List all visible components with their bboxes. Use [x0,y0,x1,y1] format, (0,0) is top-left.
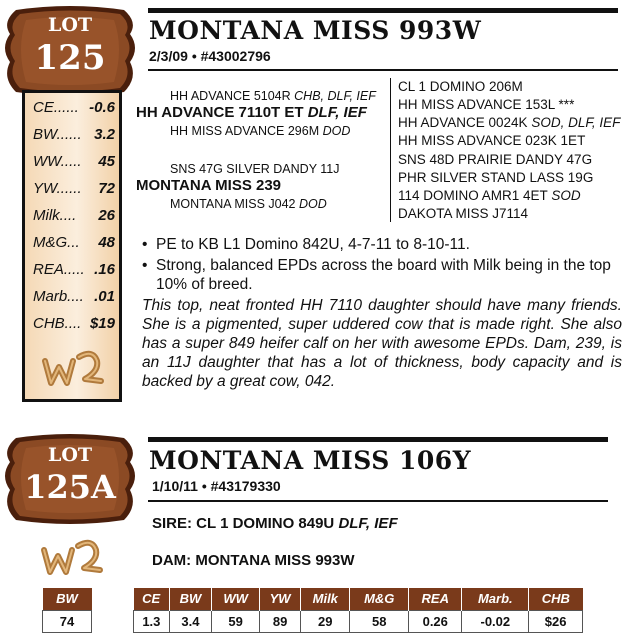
bw-value: 74 [43,610,92,632]
epd-header-chb: CHB [529,588,583,610]
epd-header-bw: BW [169,588,211,610]
bw-table [42,588,92,633]
epd-panel-125: CE...... -0.6 BW...... 3.2 WW..... 45 YW...... 72 Milk.... 26 M&G... 48 REA..... .16 Marb.... .01 CHB.... $19 [22,90,122,402]
ped-dam-sire: SNS 47G SILVER DANDY 11J [170,162,340,176]
ped-dam: MONTANA MISS 239 [136,177,282,194]
epd-header-ce: CE [134,588,170,610]
ped-r-3: HH MISS ADVANCE 023K 1ET [398,133,586,148]
ped-r-4: SNS 48D PRAIRIE DANDY 47G [398,152,593,167]
epd-header-ww: WW [212,588,260,610]
epd-value-milk: 29 [301,610,350,632]
ped-dam-dam: MONTANA MISS J042 DOD [170,197,327,211]
epd-header-yw: YW [260,588,301,610]
epd-value-ce: 1.3 [134,610,170,632]
birth-reg-125a: 1/10/11 • #43179330 [152,478,281,494]
dam-line-125a: DAM: MONTANA MISS 993W [152,552,355,569]
ped-r-5: PHR SILVER STAND LASS 19G [398,170,594,185]
birth-reg-125: 2/3/09 • #43002796 [149,48,271,64]
ped-r-6: 114 DOMINO AMR1 4ET SOD [398,188,581,203]
w2-brand-icon [38,536,108,582]
ped-r-7: DAKOTA MISS J7114 [398,206,529,221]
ped-sire: HH ADVANCE 7110T ET DLF, IEF [136,104,367,121]
epd-header-rea: REA [409,588,462,610]
epd-value-mg: 58 [350,610,409,632]
w2-brand-icon [39,347,109,393]
description-125: This top, neat fronted HH 7110 daughter should have many friends. She is a pigmented, super uddered cow that is made right. She also has a super 849 heifer calf on her with awesome EPDs. Dam, 239, is an 11J daughter that has a lot of thickness, body capacity and is backed by a great cow, 042. [142,297,622,390]
epd-value-marb: -0.02 [462,610,529,632]
bullet-1: • PE to KB L1 Domino 842U, 4-7-11 to 8-10-11. [142,236,470,253]
lot-number: 125 [34,38,106,78]
bw-header: BW [43,588,92,610]
epd-value-rea: 0.26 [409,610,462,632]
top-rule-125a [148,437,608,442]
animal-name-125: MONTANA MISS 993W [149,16,482,45]
ped-sire-sire: HH ADVANCE 5104R CHB, DLF, IEF [170,89,376,103]
epd-value-chb: $26 [529,610,583,632]
sire-line-125a: SIRE: CL 1 DOMINO 849U DLF, IEF [152,515,398,532]
lot-number: 125A [24,468,116,506]
sub-rule-125 [148,69,618,71]
ped-r-1: HH MISS ADVANCE 153L *** [398,97,575,112]
lot-label: LOT [47,14,93,36]
epd-table-125a [133,588,583,633]
sub-rule-125a [148,500,608,502]
epd-header-mg: M&G [350,588,409,610]
bullet-2: • Strong, balanced EPDs across the board with Milk being in the top 10% of breed. [142,257,611,293]
animal-name-125a: MONTANA MISS 106Y [149,446,472,475]
epd-value-yw: 89 [260,610,301,632]
epd-value-bw: 3.4 [169,610,211,632]
ped-divider [390,78,391,222]
lot-label: LOT [47,444,93,466]
epd-header-milk: Milk [301,588,350,610]
ped-r-2: HH ADVANCE 0024K SOD, DLF, IEF [398,115,621,130]
epd-value-ww: 59 [212,610,260,632]
top-rule-125 [148,8,618,13]
ped-r-0: CL 1 DOMINO 206M [398,79,523,94]
lot-badge-125 [2,4,138,100]
lot-badge-125a [2,432,138,528]
epd-header-marb: Marb. [462,588,529,610]
ped-sire-dam: HH MISS ADVANCE 296M DOD [170,124,351,138]
